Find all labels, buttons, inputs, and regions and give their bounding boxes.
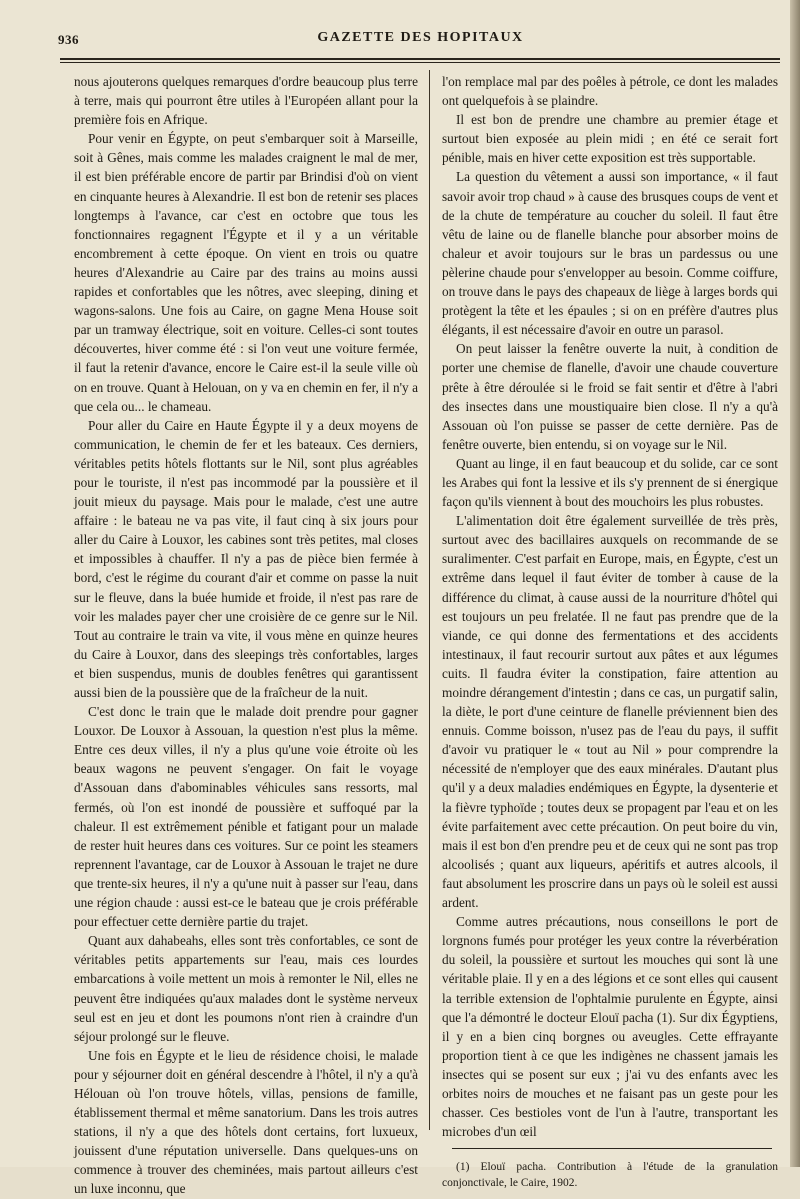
paragraph: l'on remplace mal par des poêles à pétrole, ce dont les malades ont quelquefois à se plaindre.: [442, 74, 778, 109]
paragraph: nous ajouterons quelques remarques d'ordre beaucoup plus terre à terre, mais qui pourront être utiles à l'Européen allant pour la première fois en Afrique.: [74, 74, 418, 128]
page-number: 936: [58, 32, 79, 47]
journal-title: GAZETTE DES HOPITAUX: [317, 30, 524, 45]
paragraph: Une fois en Égypte et le lieu de résidence choisi, le malade pour y séjourner doit en général descendre à l'hôtel, il n'y a qu'à Hélouan où l'on trouve hôtels, villas, pensions de famille, établissement thermal et même sanatorium. Dans les trois autres stations, il n'y a que des hôtels dont certains, fort luxueux, jouissent d'une réputation universelle. Dans quelques-uns on commence à trouver des cheminées, mais partout ailleurs c'est un luxe inconnu, que: [74, 1047, 418, 1197]
page-edge-shadow: [790, 0, 800, 1167]
paragraph: Pour aller du Caire en Haute Égypte il y a deux moyens de communication, le chemin de fer et les bateaux. Ces derniers, véritables petits hôtels flottants sur le Nil, sont plus agréables pour le touriste, il n'est pas incommodé par la poussière et il jouit mieux du paysage. Mais pour le malade, c'est une autre affaire : le bateau ne va pas vite, il faut cinq à six jours pour aller du Caire à Louxor, les cabines sont très petites, mal closes et impossibles à chauffer. Il n'y a pas de pièce bien fermée à bord, c'est le régime du courant d'air et comme on passe la nuit sur le fleuve, dans la buée humide et froide, il n'est pas rare de voir les malades payer cher une croisière de ce genre sur le Nil. Tout au contraire le train va vite, il vous mène en quinze heures du Caire à Louxor, dans des sleepings très confortables, larges et bien suspendus, munis de doubles fenêtres qui garantissent aussi bien de la poussière que de la fraîcheur de la nuit.: [74, 417, 418, 700]
footnote: (1) Elouï pacha. Contribution à l'étude de la granulation conjonctivale, le Caire, 1902.: [442, 1161, 778, 1190]
header-rule: [60, 58, 780, 60]
paragraph: Quant au linge, il en faut beaucoup et du solide, car ce sont les Arabes qui font la lessive et ils s'y prennent de si énergique façon qu'ils viennent à bout des mouchoirs les plus robustes.: [442, 455, 778, 510]
paragraph: Pour venir en Égypte, on peut s'embarquer soit à Marseille, soit à Gênes, mais comme les malades craignent le mal de mer, il est bien préférable encore de partir par Brindisi d'où on vient en cinquante heures à Alexandrie. Il est bon de retenir ses places longtemps à l'avance, car c'est en octobre que tous les fonctionnaires regagnent l'Égypte et il y a un véritable encombrement à cette époque. On vient en trois ou quatre heures d'Alexandrie au Caire par des trains au moins aussi rapides et confortables que les nôtres, avec sleeping, dining et wagons-salons. Une fois au Caire, on gagne Mena House soit par un tramway électrique, soit en voiture. Celles-ci sont toutes découvertes, hiver comme été : si l'on veut une voiture fermée, il faut la retenir d'avance, encore le Caire est-il la seule ville où on en trouve. Quant à Helouan, on y va en chemin en fer, il n'y a que cela ou... le chameau.: [74, 131, 418, 414]
left-column: [74, 72, 418, 1199]
column-divider: [429, 70, 430, 1130]
paragraph: L'alimentation doit être également surveillée de très près, surtout avec des bacillaires auxquels on recommande de se suralimenter. C'est parfait en Europe, mais, en Égypte, c'est un extrême dans lequel il faut éviter de tomber à cause de la différence du climat, à cause aussi de la nourriture d'hôtel qui est toujours un peu frelatée. Il ne faut pas prendre que de la viande, ce qui donne des fermentations et des accidents intestinaux, il faut recourir surtout aux pâtes et aux légumes cuits. Il faudra éviter la constipation, faire attention au moindre dérangement d'intestin ; dans ce cas, un purgatif salin, la diète, le port d'une ceinture de flanelle préviennent bien des ennuis. Comme boisson, n'usez pas de l'eau du pays, il suffit d'avoir vu pratiquer le « tout au Nil » pour comprendre la nécessité de n'employer que des eaux minérales. D'autant plus qu'il y a deux maladies endémiques en Égypte, la dysenterie et la fièvre typhoïde ; toutes deux se propagent par l'eau et on les évite parfaitement avec cette précaution. On peut boire du vin, mais il est bon d'en prendre peu et de ceux qui ne sont pas trop alcoolisés ; quant aux liqueurs, apéritifs et autres alcools, il faut absolument les proscrire dans un pays où le soleil est aussi ardent.: [442, 513, 778, 911]
paragraph: Quant aux dahabeahs, elles sont très confortables, ce sont de véritables petits appartements sur l'eau, mais ces lourdes embarcations à voile mettent un mois à remonter le Nil, elles ne peuvent être indiquées qu'aux malades dont le système nerveux seul est en jeu et dont les poumons n'ont rien à craindre d'un séjour prolongé sur le fleuve.: [74, 933, 418, 1044]
footnote-rule: [452, 1148, 772, 1149]
paragraph: Comme autres précautions, nous conseillons le port de lorgnons fumés pour protéger les yeux contre la réverbération du soleil, la poussière et surtout les mouches qui sont là une véritable plaie. Il y en a des légions et ce sont elles qui causent la terrible extension de l'ophtalmie purulente en Égypte, ainsi que l'a démontré le docteur Elouï pacha (1). Sur dix Égyptiens, il y en a bien cinq borgnes ou aveugles. Cette effrayante proportion tient à ce que les indigènes ne chassent jamais les insectes qui se posent sur eux ; j'ai vu des enfants avec les orbites noirs de mouches et ne faisant pas un geste pour les chasser. Ces bestioles vont de l'un à l'autre, transportant les microbes d'un œil: [442, 914, 778, 1140]
paragraph: On peut laisser la fenêtre ouverte la nuit, à condition de porter une chemise de flanelle, d'avoir une chaude couverture prête à être déroulée si le froid se fait sentir et d'être à l'abri des insectes dans une moustiquaire bien close. Il n'y a qu'à Assouan où l'on puisse se passer de cette dernière. Pas de fenêtre ouverte, bien entendu, si on voyage sur le Nil.: [442, 341, 778, 452]
header-rule-thin: [60, 62, 780, 63]
paragraph: Il est bon de prendre une chambre au premier étage et surtout bien exposée au plein midi ; en été ce serait fort pénible, mais en hiver cette exposition est très supportable.: [442, 112, 778, 166]
right-column: [442, 72, 778, 1191]
page-header: [58, 30, 783, 50]
paragraph: C'est donc le train que le malade doit prendre pour gagner Louxor. De Louxor à Assouan, la question n'est plus la même. Entre ces deux villes, il n'y a plus qu'une voie étroite où les beaux wagons ne peuvent s'engager. On fait le voyage d'Assouan dans d'abominables véhicules sans ressorts, mal fermés, où l'on est inondé de poussière et suffoqué par la chaleur. Il est extrêmement pénible et fatigant pour un malade de rester huit heures dans ces voitures. Sur ce point les steamers reprennent l'avantage, car de Louxor à Assouan le trajet ne dure que trente-six heures, il n'y a qu'une nuit à passer sur l'eau, dans une région chaude : aussi est-ce le bateau que je crois préférable pour effectuer cette dernière partie du trajet.: [74, 704, 418, 930]
paragraph: La question du vêtement a aussi son importance, « il faut savoir avoir trop chaud » à cause des brusques coups de vent et de la chute de température au coucher du soleil. Il faut être vêtu de laine ou de flanelle blanche pour absorber moins de chaleur et avoir toujours sur le bras un pardessus ou une pèlerine chaude pour s'envelopper au besoin. Comme coiffure, on trouve dans le pays des chapeaux de liège à larges bords qui protègent la tête et les épaules ; si on en préfère d'autres plus élégants, il est nécessaire d'avoir en outre un parasol.: [442, 169, 779, 338]
